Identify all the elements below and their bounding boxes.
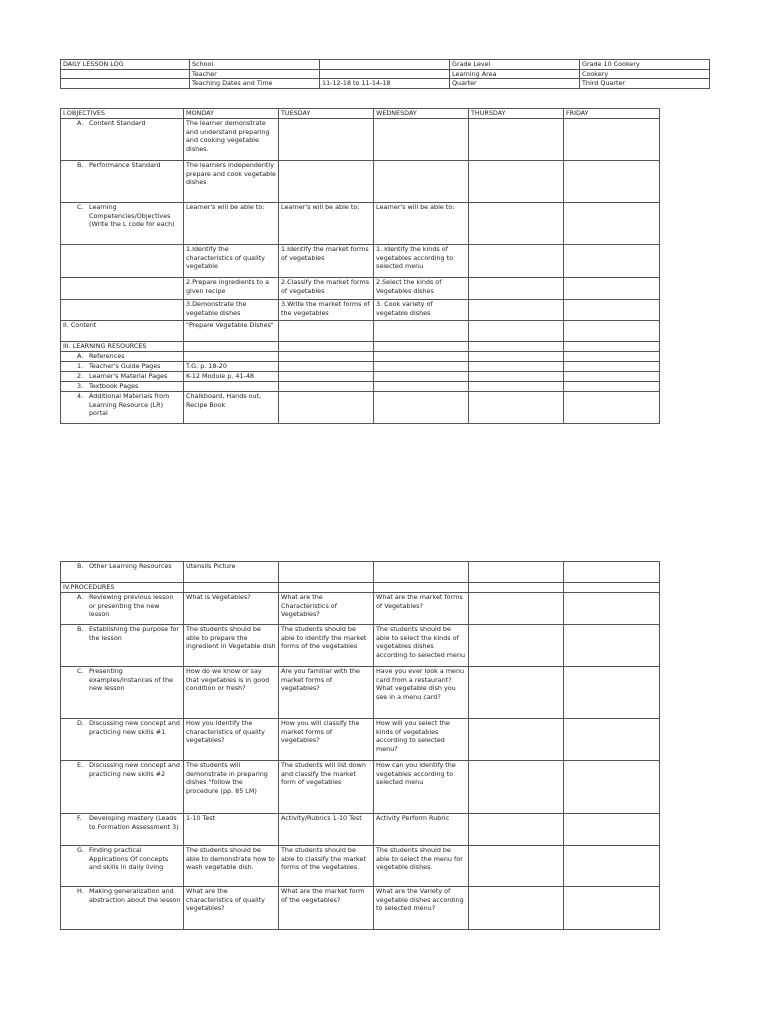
- obj2-wed: 2.Select the kinds of Vegetables dishes: [374, 278, 469, 300]
- school-value: [320, 60, 450, 70]
- obj2-mon: 2.Prepare ingredients to a given recipe: [184, 278, 279, 300]
- additional-mon: Chalkboard, Hands out, Recipe Book: [184, 392, 279, 424]
- proc-c-mon: How do we know or say that vegetables is in good condition or fresh?: [184, 667, 279, 719]
- competencies-label: C. Learning Competencies/Objectives (Write the L code for each): [61, 203, 184, 245]
- other-resources-mon: Utensils Picture: [184, 562, 279, 583]
- content-standard-mon: The learner demonstrate and understand preparing and cooking vegetable dishes.: [184, 119, 279, 161]
- grade-value: Grade 10 Cookery: [580, 60, 710, 70]
- blank-cell: [61, 69, 190, 79]
- competencies-tue: Learner's will be able to:: [279, 203, 374, 245]
- proc-a-mon: What is Vegetables?: [184, 593, 279, 625]
- dates-label: Teaching Dates and Time: [190, 79, 320, 89]
- proc-a-label: A. Reviewing previous lesson or presenting the new lesson: [61, 593, 184, 625]
- col-wednesday: WEDNESDAY: [374, 109, 469, 119]
- col-monday: MONDAY: [184, 109, 279, 119]
- content-mon: "Prepare Vegetable Dishes": [184, 321, 279, 342]
- col-friday: FRIDAY: [564, 109, 660, 119]
- proc-d-label: D. Discussing new concept and practicing new skills #1: [61, 719, 184, 761]
- competencies-wed: Learner's will be able to:: [374, 203, 469, 245]
- proc-c-wed: Have you ever look a menu card from a restaurant? What vegetable dish you see in a menu card?: [374, 667, 469, 719]
- procedures-table: [60, 561, 660, 930]
- performance-standard-label: B. Performance Standard: [61, 161, 184, 203]
- proc-b-label: B. Establishing the purpose for the lesson: [61, 625, 184, 667]
- proc-g-label: G. Finding practical Applications Of concepts and skills in daily living: [61, 846, 184, 887]
- tg-mon: T.G. p. 18-20: [184, 362, 279, 372]
- proc-e-mon: The students will demonstrate in preparing dishes "follow the procedure (pp. 85 LM): [184, 761, 279, 814]
- proc-e-label: E. Discussing new concept and practicing new skills #2: [61, 761, 184, 814]
- dates-value: 11-12-18 to 11-14-18: [320, 79, 450, 89]
- quarter-label: Quarter: [450, 79, 580, 89]
- area-label: Learning Area: [450, 69, 580, 79]
- col-thursday: THURSDAY: [469, 109, 564, 119]
- proc-b-tue: The students should be able to identify the market forms of the vegetables: [279, 625, 374, 667]
- content-label: II. Content: [61, 321, 184, 342]
- obj3-wed: 3. Cook variety of vegetable dishes: [374, 300, 469, 321]
- procedures-label: IV.PROCEDURES: [61, 583, 184, 593]
- tg-label: 1. Teacher's Guide Pages: [61, 362, 184, 372]
- proc-d-mon: How you identify the characteristics of quality vegetables?: [184, 719, 279, 761]
- proc-d-wed: How will you select the kinds of vegetables according to selected menu?: [374, 719, 469, 761]
- competencies-mon: Learner's will be able to:: [184, 203, 279, 245]
- proc-h-mon: What are the characteristics of quality vegetables?: [184, 887, 279, 930]
- proc-h-wed: What are the Variety of vegetable dishes according to selected menu?: [374, 887, 469, 930]
- col-objectives: I.OBJECTIVES: [61, 109, 184, 119]
- other-resources-label: B. Other Learning Resources: [61, 562, 184, 583]
- header-table: [60, 59, 710, 89]
- proc-d-tue: How you will classify the market forms of vegetables?: [279, 719, 374, 761]
- performance-standard-mon: The learners independently prepare and cook vegetable dishes: [184, 161, 279, 203]
- proc-g-mon: The students should be able to demonstrate how to wash vegetable dish.: [184, 846, 279, 887]
- lm-label: 2. Learner's Material Pages: [61, 372, 184, 382]
- col-tuesday: TUESDAY: [279, 109, 374, 119]
- proc-c-tue: Are you familiar with the market forms of vegetables?: [279, 667, 374, 719]
- log-title: DAILY LESSON LOG: [61, 60, 190, 70]
- teacher-value: [320, 69, 450, 79]
- resources-label: III. LEARNING RESOURCES: [61, 342, 184, 352]
- blank-cell: [61, 79, 190, 89]
- quarter-value: Third Quarter: [580, 79, 710, 89]
- obj1-wed: 1. Identify the kinds of vegetables according to selected menu: [374, 245, 469, 278]
- proc-f-tue: Activity/Rubrics 1-10 Test: [279, 814, 374, 846]
- proc-g-wed: The students should be able to select the menu for vegetable dishes.: [374, 846, 469, 887]
- content-standard-label: A. Content Standard: [61, 119, 184, 161]
- proc-h-tue: What are the market form of the vegetables?: [279, 887, 374, 930]
- textbook-label: 3. Textbook Pages: [61, 382, 184, 392]
- proc-b-mon: The students should be able to prepare the ingredient in Vegetable dish: [184, 625, 279, 667]
- additional-label: 4. Additional Materials from Learning Resource (LR) portal: [61, 392, 184, 424]
- proc-a-wed: What are the market forms of Vegetables?: [374, 593, 469, 625]
- obj2-tue: 2.Classify the market forms of vegetables: [279, 278, 374, 300]
- proc-c-label: C. Presenting examples/instances of the new lesson: [61, 667, 184, 719]
- area-value: Cookery: [580, 69, 710, 79]
- proc-g-tue: The students should be able to classify the market forms of the vegetables.: [279, 846, 374, 887]
- proc-a-tue: What are the Characteristics of Vegetables?: [279, 593, 374, 625]
- grade-label: Grade Level: [450, 60, 580, 70]
- proc-b-wed: The students should be able to select the kinds of vegetables dishes according to selected menu: [374, 625, 469, 667]
- obj3-tue: 3.Write the market forms of the vegetables: [279, 300, 374, 321]
- proc-f-wed: Activity Perform Rubric: [374, 814, 469, 846]
- lm-mon: K-12 Module p. 41-48: [184, 372, 279, 382]
- proc-e-wed: How can you identify the vegetables according to selected menu: [374, 761, 469, 814]
- obj3-mon: 3.Demonstrate the vegetable dishes: [184, 300, 279, 321]
- proc-f-label: F. Developing mastery (Leads to Formation Assessment 3): [61, 814, 184, 846]
- obj1-mon: 1.Identify the characteristics of quality vegetable: [184, 245, 279, 278]
- proc-h-label: H. Making generalization and abstraction about the lesson: [61, 887, 184, 930]
- objectives-table: [60, 108, 660, 424]
- school-label: School: [190, 60, 320, 70]
- teacher-label: Teacher: [190, 69, 320, 79]
- references-label: A. References: [61, 352, 184, 362]
- obj1-tue: 1.Identify the market forms of vegetables: [279, 245, 374, 278]
- proc-e-tue: The students will list down and classify the market form of vegetables: [279, 761, 374, 814]
- proc-f-mon: 1-10 Test: [184, 814, 279, 846]
